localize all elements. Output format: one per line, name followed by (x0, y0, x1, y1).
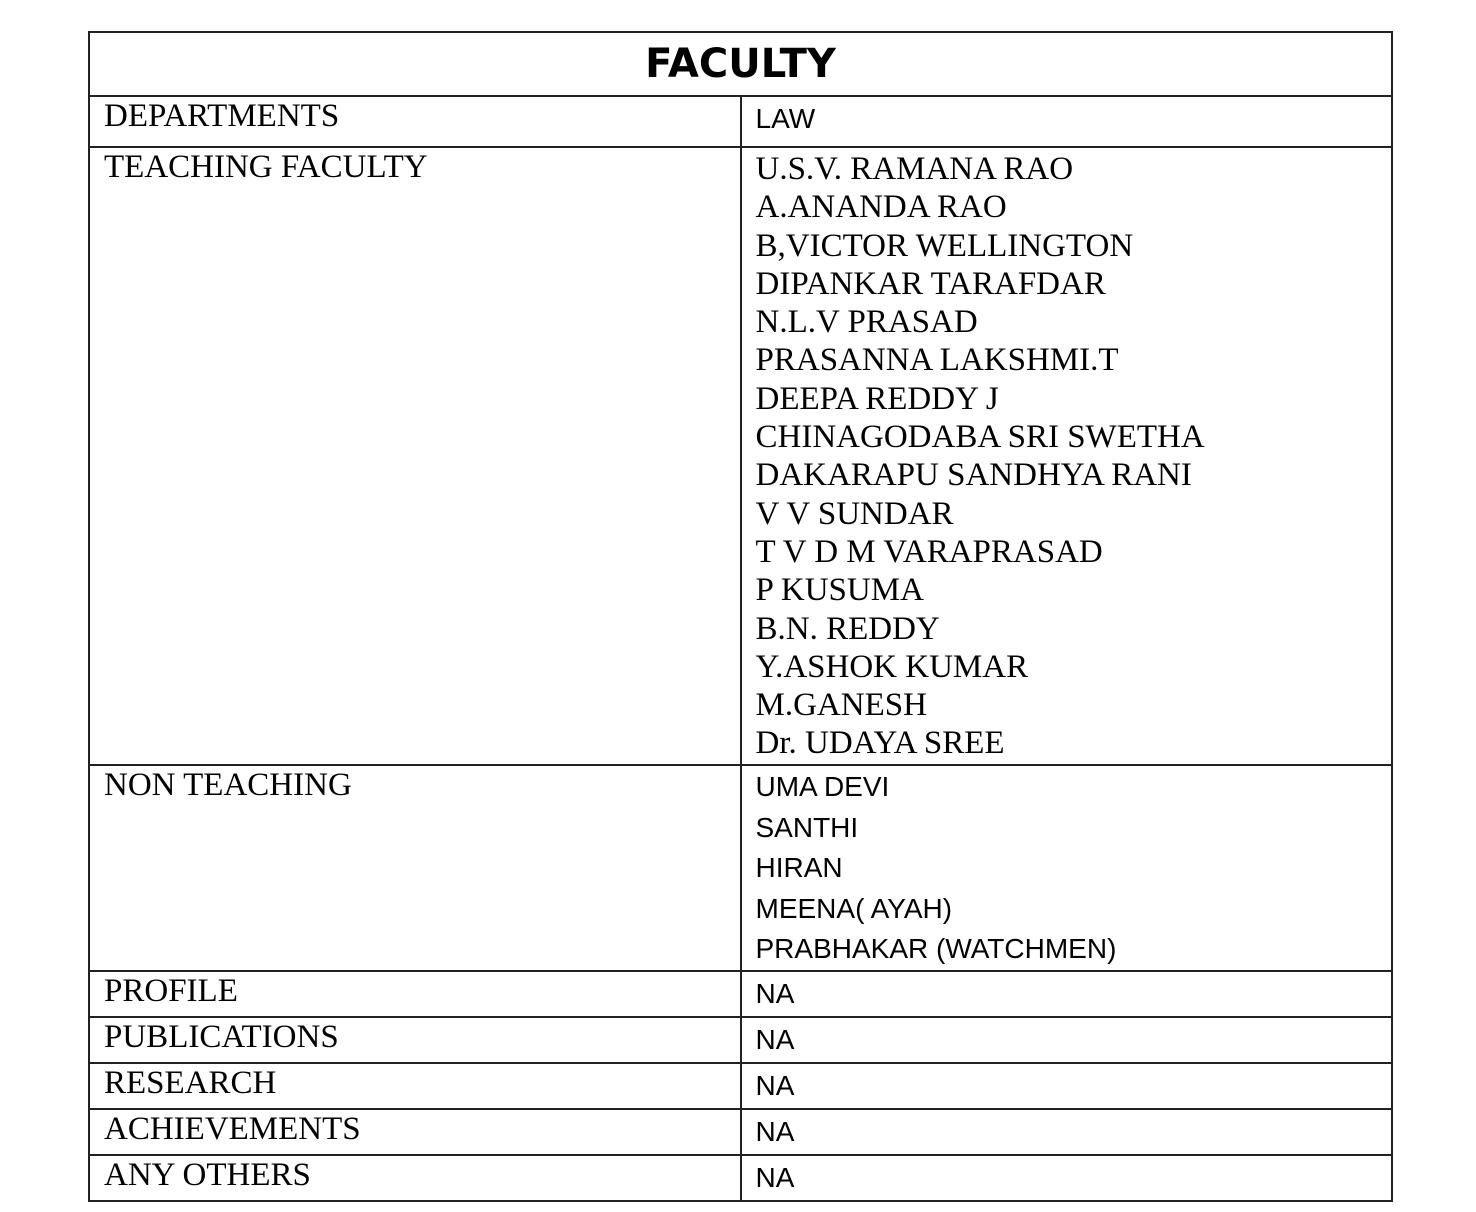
achievements-row (89, 1109, 1392, 1155)
list-item: Dr. UDAYA SREE (755, 725, 1005, 762)
departments-row (89, 96, 1392, 147)
any-others-label (89, 1155, 741, 1201)
teaching-faculty-label-text: TEACHING FACULTY (104, 149, 428, 185)
any-others-label-text: ANY OTHERS (104, 1157, 311, 1193)
list-item: N.L.V PRASAD (755, 304, 978, 341)
list-item: B.N. REDDY (755, 610, 940, 647)
departments-label-text: DEPARTMENTS (104, 98, 340, 134)
teaching-faculty-row (89, 147, 1392, 765)
any-others-row (89, 1155, 1392, 1201)
teaching-faculty-label (89, 147, 741, 765)
profile-label (89, 971, 741, 1017)
list-item: A.ANANDA RAO (755, 189, 1007, 226)
research-label (89, 1063, 741, 1109)
profile-value-text: NA (755, 978, 795, 1009)
research-row (89, 1063, 1392, 1109)
profile-label-text: PROFILE (104, 973, 238, 1009)
publications-label (89, 1017, 741, 1063)
list-item: V V SUNDAR (755, 495, 954, 532)
list-item: P KUSUMA (755, 572, 924, 609)
non-teaching-list (741, 765, 1393, 971)
publications-value (741, 1017, 1393, 1063)
departments-label (89, 96, 741, 147)
non-teaching-label-text: NON TEACHING (104, 767, 352, 803)
non-teaching-row (89, 765, 1392, 971)
list-item: M.GANESH (755, 687, 927, 724)
research-label-text: RESEARCH (104, 1065, 277, 1101)
profile-value (741, 971, 1393, 1017)
any-others-value-text: NA (755, 1162, 795, 1193)
list-item: DAKARAPU SANDHYA RANI (755, 457, 1192, 494)
non-teaching-label (89, 765, 741, 971)
publications-value-text: NA (755, 1024, 795, 1055)
departments-value (741, 96, 1393, 147)
list-item: DEEPA REDDY J (755, 380, 999, 417)
list-item: Y.ASHOK KUMAR (755, 648, 1029, 685)
list-item: PRASANNA LAKSHMI.T (755, 342, 1119, 379)
list-item: PRABHAKAR (WATCHMEN) (755, 933, 1117, 965)
achievements-value-text: NA (755, 1116, 795, 1147)
publications-label-text: PUBLICATIONS (104, 1019, 339, 1055)
achievements-label-text: ACHIEVEMENTS (104, 1111, 361, 1147)
research-value-text: NA (755, 1070, 795, 1101)
list-item: T V D M VARAPRASAD (755, 533, 1103, 570)
profile-row (89, 971, 1392, 1017)
list-item: HIRAN (755, 852, 843, 884)
list-item: SANTHI (755, 811, 859, 843)
table-title: FACULTY (89, 32, 1392, 96)
list-item: B,VICTOR WELLINGTON (755, 227, 1134, 264)
achievements-value (741, 1109, 1393, 1155)
departments-value-text: LAW (755, 103, 816, 134)
research-value (741, 1063, 1393, 1109)
any-others-value (741, 1155, 1393, 1201)
title-row (89, 32, 1392, 96)
faculty-table (88, 31, 1393, 1202)
achievements-label (89, 1109, 741, 1155)
list-item: CHINAGODABA SRI SWETHA (755, 419, 1205, 456)
list-item: U.S.V. RAMANA RAO (755, 151, 1074, 187)
publications-row (89, 1017, 1392, 1063)
teaching-faculty-list (741, 147, 1393, 765)
list-item: DIPANKAR TARAFDAR (755, 265, 1106, 302)
list-item: MEENA( AYAH) (755, 892, 953, 924)
list-item: UMA DEVI (755, 771, 890, 802)
